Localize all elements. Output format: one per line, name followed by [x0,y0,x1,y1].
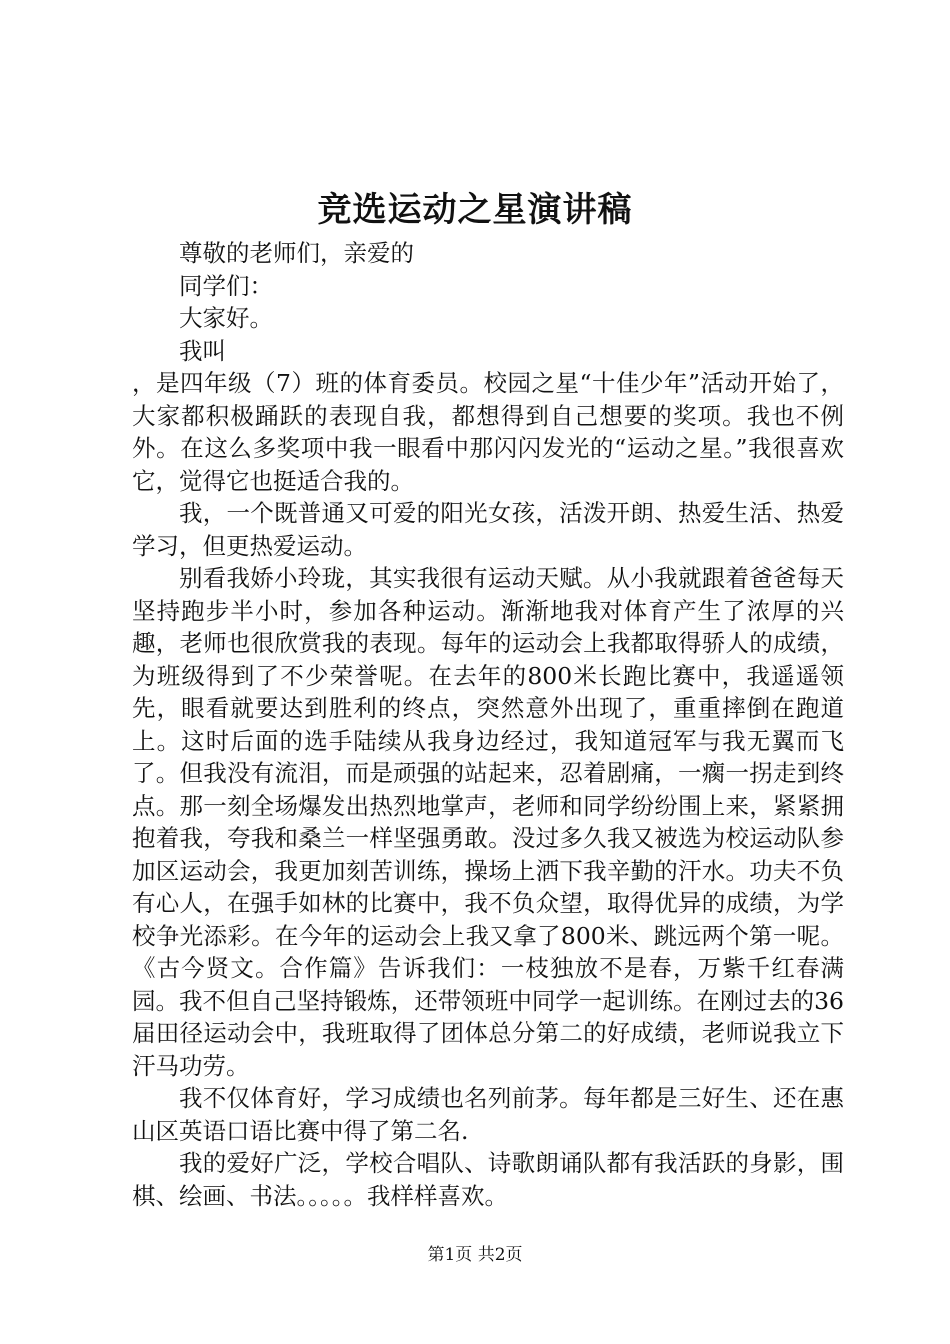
paragraph-hello: 大家好。 [179,304,273,332]
paragraph-greeting-continued: 同学们： [179,271,273,300]
paragraph-academics: 我不仅体育好，学习成绩也名列前茅。每年都是三好生、还在惠山区英语口语比赛中得了第二名. [132,1084,844,1145]
paragraph-greeting: 尊敬的老师们，亲爱的 [179,239,414,267]
paragraph-name: 我叫 [179,336,226,365]
paragraph-hobbies: 我的爱好广泛，学校合唱队、诗歌朗诵队都有我活跃的身影，围棋、绘画、书法。。。。。我样样喜欢。 [132,1149,844,1210]
paragraph-introduction: ，是四年级（7）班的体育委员。校园之星“十佳少年”活动开始了，大家都积极踊跃的表现自我，都想得到自己想要的奖项。我也不例外。在这么多奖项中我一眼看中那闪闪发光的“运动之星。”我很喜欢它，觉得它也挺适合我的。 [132,369,844,495]
paragraph-sports-story: 别看我娇小玲珑，其实我很有运动天赋。从小我就跟着爸爸每天坚持跑步半小时，参加各种运动。渐渐地我对体育产生了浓厚的兴趣，老师也很欣赏我的表现。每年的运动会上我都取得骄人的成绩，为班级得到了不少荣誉呢。在去年的800米长跑比赛中，我遥遥领先，眼看就要达到胜利的终点，突然意外出现了，重重摔倒在跑道上。这时后面的选手陆续从我身边经过，我知道冠军与我无翼而飞了。但我没有流泪，而是顽强的站起来，忍着剧痛，一瘸一拐走到终点。那一刻全场爆发出热烈地掌声，老师和同学纷纷围上来，紧紧拥抱着我，夸我和桑兰一样坚强勇敢。没过多久我又被选为校运动队参加区运动会，我更加刻苦训练，操场上洒下我辛勤的汗水。功夫不负有心人，在强手如林的比赛中，我不负众望，取得优异的成绩，为学校争光添彩。在今年的运动会上我又拿了800米、跳远两个第一呢。《古今贤文。合作篇》告诉我们：一枝独放不是春，万紫千红春满园。我不但自己坚持锻炼，还带领班中同学一起训练。在刚过去的36届田径运动会中，我班取得了团体总分第二的好成绩，老师说我立下汗马功劳。 [132,564,844,1080]
document-body [132,237,844,1212]
paragraph-self-description: 我，一个既普通又可爱的阳光女孩，活泼开朗、热爱生活、热爱学习，但更热爱运动。 [132,499,844,560]
document-title: 竞选运动之星演讲稿 [317,190,633,230]
page-footer: 第1页 共2页 [427,1245,523,1265]
